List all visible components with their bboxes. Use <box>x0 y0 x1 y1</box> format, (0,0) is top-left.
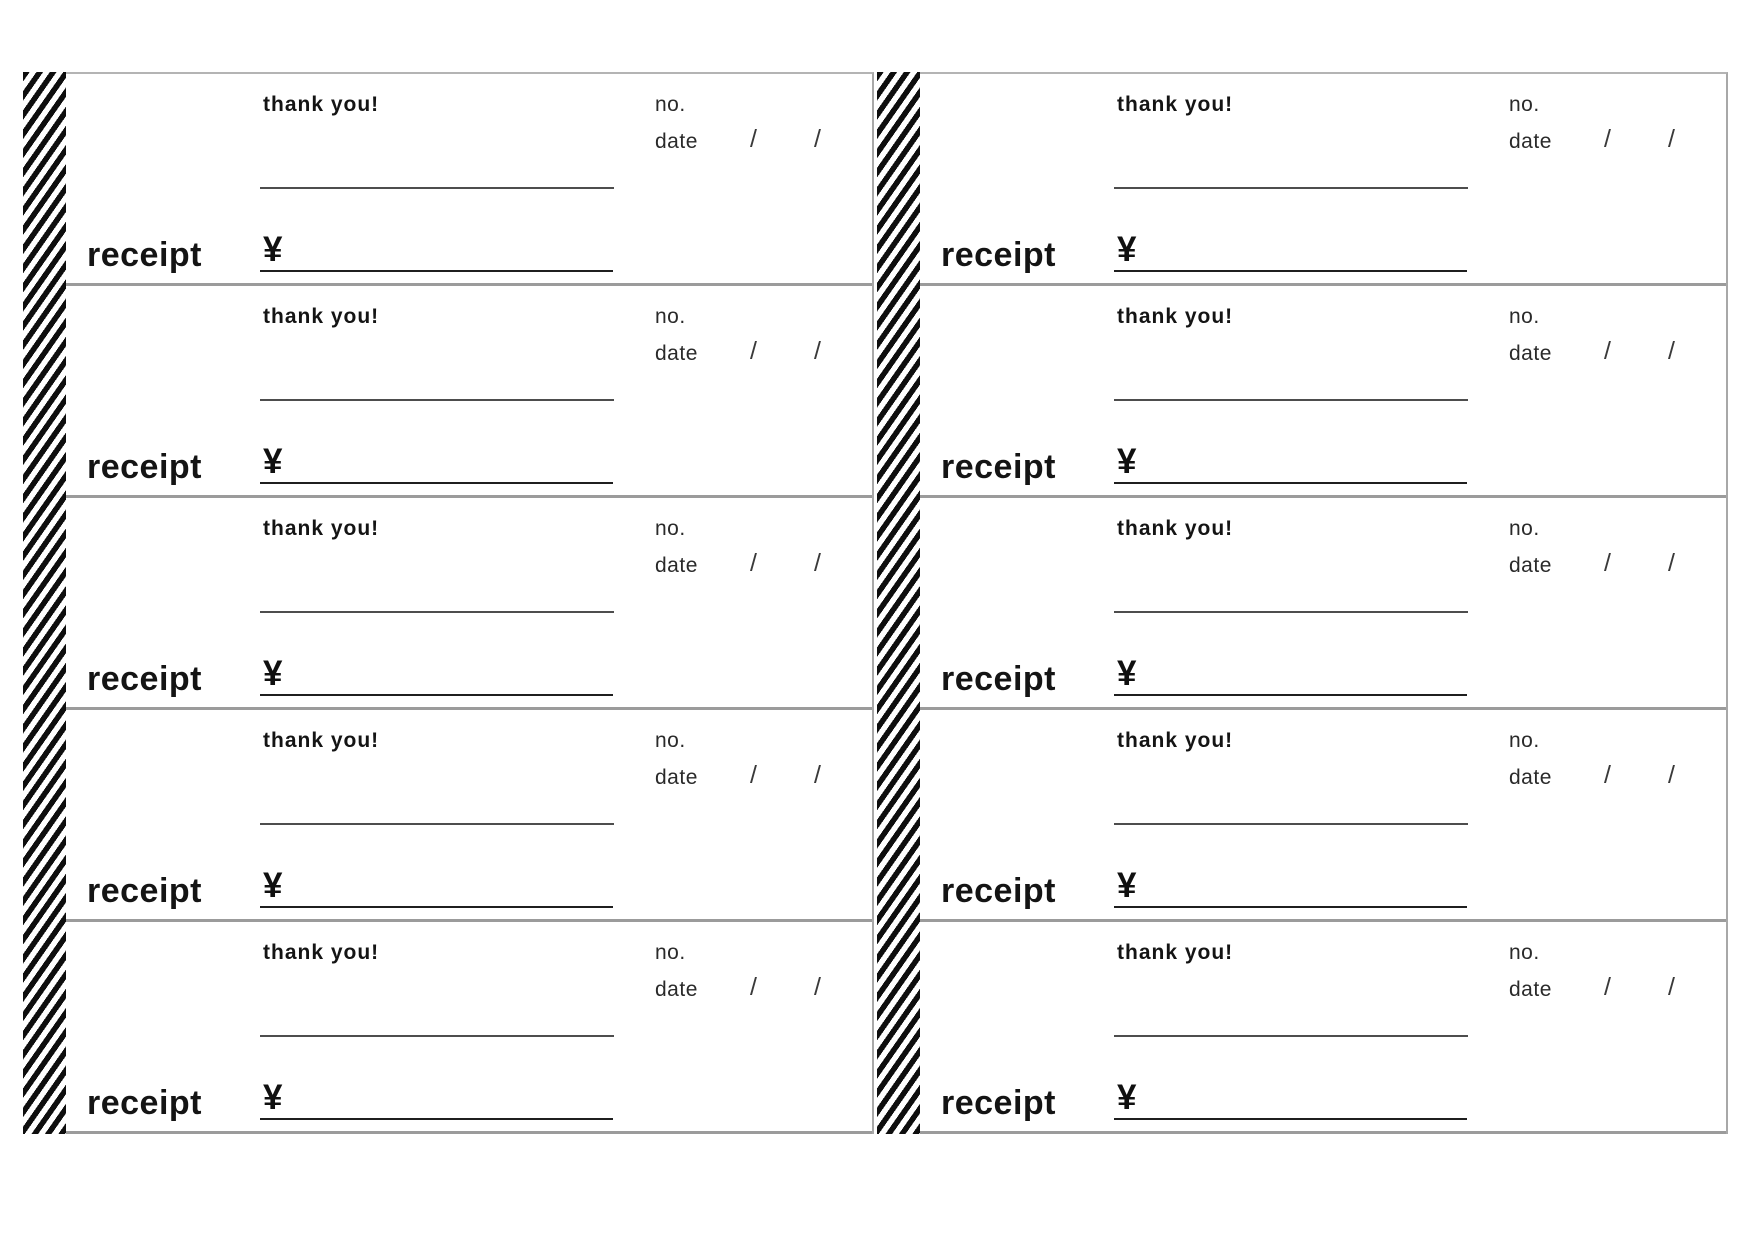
date-separator-slash: / <box>750 125 757 153</box>
date-separator-slash: / <box>1604 761 1611 789</box>
date-label: date <box>655 342 698 365</box>
currency-symbol: ¥ <box>263 230 283 269</box>
date-separator-slash: / <box>1604 973 1611 1001</box>
receipt-number-label: no. <box>1509 517 1540 540</box>
amount-blank-line <box>1114 270 1467 272</box>
amount-blank-line <box>260 270 613 272</box>
greeting-label: thank you! <box>1117 941 1234 964</box>
date-separator-slash: / <box>750 761 757 789</box>
receipt-number-label: no. <box>655 729 686 752</box>
amount-blank-line <box>260 1118 613 1120</box>
date-separator-slash: / <box>750 549 757 577</box>
date-label: date <box>655 130 698 153</box>
currency-symbol: ¥ <box>1117 654 1137 693</box>
date-separator-slash: / <box>1668 125 1675 153</box>
date-separator-slash: / <box>1604 125 1611 153</box>
date-label: date <box>1509 342 1552 365</box>
receipt-card <box>66 710 872 922</box>
date-label: date <box>1509 130 1552 153</box>
date-label: date <box>1509 978 1552 1001</box>
receipt-card <box>920 74 1726 286</box>
receipt-card <box>920 286 1726 498</box>
receipt-card <box>66 286 872 498</box>
greeting-label: thank you! <box>263 93 380 116</box>
payer-name-blank-line <box>260 399 614 401</box>
receipt-column <box>877 72 1728 1134</box>
date-separator-slash: / <box>750 973 757 1001</box>
amount-blank-line <box>1114 694 1467 696</box>
amount-blank-line <box>260 482 613 484</box>
greeting-label: thank you! <box>1117 93 1234 116</box>
amount-blank-line <box>1114 1118 1467 1120</box>
receipt-number-label: no. <box>655 305 686 328</box>
date-label: date <box>1509 766 1552 789</box>
payer-name-blank-line <box>1114 823 1468 825</box>
payer-name-blank-line <box>260 611 614 613</box>
amount-blank-line <box>1114 482 1467 484</box>
receipt-number-label: no. <box>655 517 686 540</box>
greeting-label: thank you! <box>263 941 380 964</box>
payer-name-blank-line <box>260 823 614 825</box>
receipt-brand-label: receipt <box>87 660 202 698</box>
receipt-number-label: no. <box>1509 305 1540 328</box>
greeting-label: thank you! <box>263 517 380 540</box>
date-separator-slash: / <box>750 337 757 365</box>
greeting-label: thank you! <box>1117 305 1234 328</box>
date-separator-slash: / <box>814 761 821 789</box>
date-label: date <box>1509 554 1552 577</box>
greeting-label: thank you! <box>263 729 380 752</box>
receipt-number-label: no. <box>1509 941 1540 964</box>
receipt-number-label: no. <box>655 93 686 116</box>
receipt-card <box>66 74 872 286</box>
receipt-brand-label: receipt <box>87 236 202 274</box>
currency-symbol: ¥ <box>263 1078 283 1117</box>
binding-stripe-band <box>23 72 66 1134</box>
receipt-brand-label: receipt <box>87 448 202 486</box>
receipt-brand-label: receipt <box>941 660 1056 698</box>
receipt-card <box>920 922 1726 1134</box>
currency-symbol: ¥ <box>1117 442 1137 481</box>
payer-name-blank-line <box>260 1035 614 1037</box>
date-separator-slash: / <box>814 125 821 153</box>
date-label: date <box>655 766 698 789</box>
date-separator-slash: / <box>1668 761 1675 789</box>
currency-symbol: ¥ <box>263 654 283 693</box>
amount-blank-line <box>260 694 613 696</box>
date-label: date <box>655 978 698 1001</box>
receipt-card-stack <box>66 72 874 1134</box>
payer-name-blank-line <box>1114 1035 1468 1037</box>
currency-symbol: ¥ <box>1117 866 1137 905</box>
greeting-label: thank you! <box>1117 729 1234 752</box>
date-separator-slash: / <box>814 337 821 365</box>
currency-symbol: ¥ <box>1117 230 1137 269</box>
payer-name-blank-line <box>1114 187 1468 189</box>
receipt-number-label: no. <box>1509 93 1540 116</box>
receipt-card <box>66 498 872 710</box>
receipt-number-label: no. <box>655 941 686 964</box>
greeting-label: thank you! <box>1117 517 1234 540</box>
receipt-card <box>920 710 1726 922</box>
payer-name-blank-line <box>1114 399 1468 401</box>
date-separator-slash: / <box>1604 549 1611 577</box>
receipt-card <box>66 922 872 1134</box>
date-separator-slash: / <box>814 973 821 1001</box>
receipt-brand-label: receipt <box>87 872 202 910</box>
amount-blank-line <box>260 906 613 908</box>
payer-name-blank-line <box>1114 611 1468 613</box>
currency-symbol: ¥ <box>1117 1078 1137 1117</box>
date-separator-slash: / <box>1668 973 1675 1001</box>
currency-symbol: ¥ <box>263 442 283 481</box>
date-label: date <box>655 554 698 577</box>
receipt-card <box>920 498 1726 710</box>
date-separator-slash: / <box>1668 549 1675 577</box>
receipt-brand-label: receipt <box>87 1084 202 1122</box>
binding-stripe-band <box>877 72 920 1134</box>
receipt-brand-label: receipt <box>941 1084 1056 1122</box>
greeting-label: thank you! <box>263 305 380 328</box>
receipt-card-stack <box>920 72 1728 1134</box>
receipt-column <box>23 72 874 1134</box>
receipt-brand-label: receipt <box>941 236 1056 274</box>
currency-symbol: ¥ <box>263 866 283 905</box>
date-separator-slash: / <box>814 549 821 577</box>
receipt-brand-label: receipt <box>941 448 1056 486</box>
receipt-sheet <box>23 72 1728 1134</box>
payer-name-blank-line <box>260 187 614 189</box>
amount-blank-line <box>1114 906 1467 908</box>
date-separator-slash: / <box>1604 337 1611 365</box>
date-separator-slash: / <box>1668 337 1675 365</box>
receipt-number-label: no. <box>1509 729 1540 752</box>
receipt-brand-label: receipt <box>941 872 1056 910</box>
